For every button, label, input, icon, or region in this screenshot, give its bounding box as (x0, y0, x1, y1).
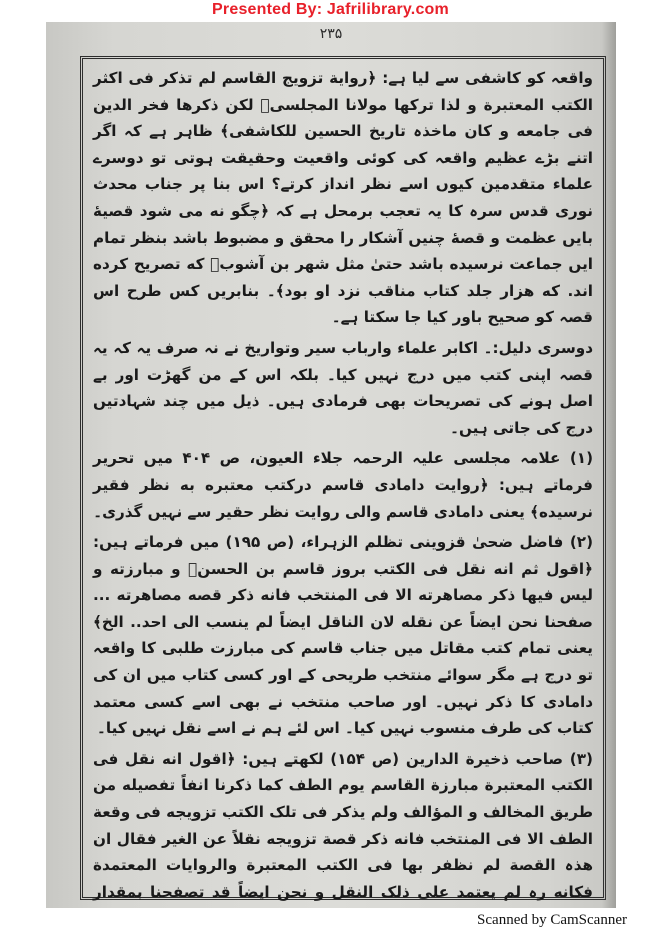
paragraph-second-argument: دوسری دلیل:۔ اکابر علماء وارباب سیر وتواریخ نے نہ صرف یہ کہ یہ قصہ اپنی کتب میں درج نہیں کیا۔ بلکہ اس کے من گھڑت اور بے اصل ہونے کی تصریحات بھی فرمادی ہیں۔ ذیل میں چند شہادتیں درج کی جاتی ہیں۔ (93, 338, 593, 437)
paragraph-majlisi: (۱) علامہ مجلسی علیہ الرحمہ جلاء العیون، ص ۴۰۴ میں تحریر فرماتے ہیں: ﴿روایت دامادی قاسم درکتب معتبره به نظر فقیر نرسیده﴾ یعنی دامادی قاسم والی روایت نظر حقیر سے نہیں گذری۔ (93, 449, 594, 521)
paragraph-intro: واقعہ کو کاشفی سے لیا ہے: ﴿روایة تزویج القاسم لم تذکر فی اکثر الکتب المعتبرة و لذا ترکھا مولانا المجلسیؒ لکن ذکرھا فخر الدین فی جامعه و کان ماخذہ تاریخ الحسین للکاشفی﴾ ظاہر ہے کہ اگر اتنے بڑے عظیم واقعہ کی کوئی واقعیت وحقیقت ہوتی تو دوسرے علماء متقدمین کیوں اسے نظر انداز کرتے؟ اس بنا پر جناب محدث نوری قدس سرہ کا یہ تعجب برمحل ہے کہ ﴿چگو نه می شود قصیهٔ بایں عظمت و قصهٔ چنیں آشکار را محقق و مضبوط باشد بنظر تمام ایں جماعت نرسیده باشد حتیٰ مثل شهر بن آشوبؒ که تصریح کرده اند. که هزار جلد کتاب مناقب نزد او بود﴾۔ بنابریں کس طرح اس قصہ کو صحیح باور کیا جا سکتا ہے۔ (93, 69, 593, 327)
page-border (80, 56, 606, 900)
urdu-text-body (93, 65, 594, 901)
paragraph-zakhira: (۳) صاحب ذخیرة الدارین (ص ۱۵۴) لکھتے ہیں: ﴿اقول انه نقل فی الکتب المعتبرة مبارزة القاسم یوم الطف کما ذکرنا انفاً تفصیله من طریق المخالف و المؤالف ولم یذکر فی تلک الکتب تزویجه فی وقعة الطف الا فی المنتخب فانه ذکر قصة تزویجه نقلاً عن الغیر فقال ان ھذہ القصة لم نظفر بھا فی الکتب المعتبرة والروایات المعتمدة فکانه رہ لم یعتمد علی ذلک النقل و نحن ایضاً قد تصفحنا بمقدار (93, 749, 593, 901)
scanner-credit: Scanned by CamScanner (477, 912, 627, 928)
page-photo (46, 22, 616, 908)
watermark-link[interactable]: Presented By: Jafrilibrary.com (212, 1, 449, 18)
page-number: ۲۳۵ (319, 26, 343, 42)
paragraph-qazwini: (۲) فاضل ضحیٰ قزوینی تظلم الزہراء، (ص ۱۹۵) میں فرماتے ہیں: ﴿اقول ثم انه نقل فی الکتب بروز قاسم بن الحسنؑ و مبارزته و لیس فیھا ذکر مصاھرته الا فی المنتخب فانه ذکر قصه مصاھرته ... صفحنا نحن ایضاً عن نقله لان الناقل ایضاً لم ینسب الی احد.. الخ﴾ یعنی تمام کتب مقاتل میں جناب قاسم کی مبارزت طلبی کا واقعہ تو درج ہے مگر سوائے منتخب طریحی کے اور کسی کتاب میں ان کی دامادی کا ذکر نہیں۔ اور صاحب منتخب نے بھی اسے کسی معتمد کتاب کی طرف منسوب نہیں کیا۔ اس لئے ہم نے اسے نقل نہیں کیا۔ (93, 533, 594, 738)
